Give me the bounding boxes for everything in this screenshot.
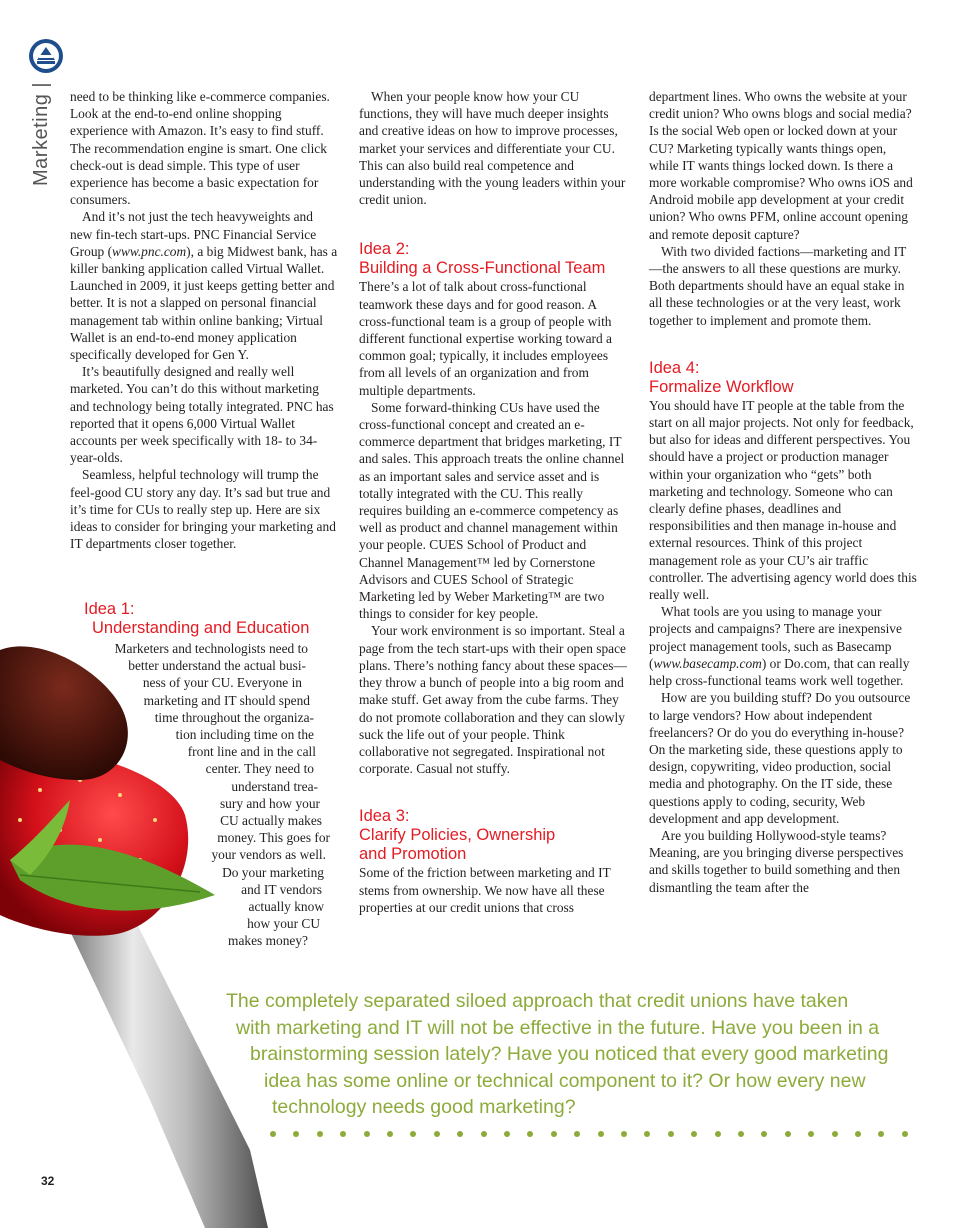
paragraph: Seamless, helpful technology will trump the feel-good CU story any day. It’s sad but true and it’s time for CUs to really step up. Here are six ideas to consider for bringing your marketing and IT departments closer together.	[70, 467, 336, 552]
divider-dot	[598, 1131, 604, 1137]
column-1	[70, 88, 338, 552]
paragraph: There’s a lot of talk about cross-functional teamwork these days and for good reason. A cross-functional team is a group of people with different functional expertise working toward a common goal; typically, it includes employees from all levels of an organization and from multiple departments.	[359, 279, 612, 398]
divider-dot	[317, 1131, 323, 1137]
idea-4-label: Idea 4:	[649, 358, 700, 377]
text-line: tion including time on the	[175, 727, 314, 743]
paragraph: Are you building Hollywood-style teams? Meaning, are you bringing diverse perspectives and skills together to build something and then dismantling the team after the	[649, 827, 904, 895]
paragraph: And it’s not just the tech heavyweights and new fin-tech start-ups. PNC Financial Service Group (www.pnc.com), a big Midwest bank, has a killer banking application called Virtual Wallet. Launched in 2009, it just keeps getting better and better. It is not a slapped on personal financial management tab within online banking; Virtual Wallet is an end-to-end money application specifically developed for Gen Y.	[70, 209, 338, 363]
divider-dot	[832, 1131, 838, 1137]
cues-logo-icon	[28, 38, 64, 74]
divider-dot	[855, 1131, 861, 1137]
idea-1-label: Idea 1:	[84, 600, 135, 618]
idea-1-title: Understanding and Education	[92, 619, 310, 637]
divider-dot	[668, 1131, 674, 1137]
idea-3-title-line-1: Clarify Policies, Ownership	[359, 826, 556, 845]
text-line: ness of your CU. Everyone in	[142, 675, 302, 691]
divider-dot	[340, 1131, 346, 1137]
text-line: your vendors as well.	[211, 847, 326, 863]
divider-dot	[527, 1131, 533, 1137]
divider-dot	[270, 1131, 276, 1137]
pull-quote	[226, 988, 916, 1121]
divider-dot	[738, 1131, 744, 1137]
divider-dot	[808, 1131, 814, 1137]
section-label: Marketing |	[30, 81, 52, 186]
text-line: time throughout the organiza-	[154, 709, 314, 725]
pull-quote-line: idea has some online or technical component to it? Or how every new	[264, 1069, 866, 1092]
paragraph: Some forward-thinking CUs have used the cross-functional concept and created an e-commerce department that bridges marketing, IT and sales. This approach treats the online channel as an important sales and service asset and is totally integrated with the CU. This really requires building an e-commerce competency as well as product and channel management within your people. CUES School of Product and Channel Management™ led by Cornerstone Advisors and CUES School of Strategic Marketing led by Weber Marketing™ are two things to consider for key people.	[359, 399, 625, 622]
divider-dot	[387, 1131, 393, 1137]
paragraph: What tools are you using to manage your projects and campaigns? There are inexpensive project management tools, such as Basecamp (www.basecamp.com) or Do.com, that can really help cross-functional teams work well together.	[649, 604, 910, 689]
pnc-link: www.pnc.com	[112, 243, 187, 259]
idea-3-label: Idea 3:	[359, 807, 410, 826]
text-line: CU actually makes	[220, 813, 322, 829]
paragraph: How are you building stuff? Do you outsource to large vendors? How about independent freelancers? Or do you do everything in-house? On the marketing side, these questions apply to design, copywriting, video production, social media and photography. On the IT side, these questions apply to coding, security, Web development and app development.	[649, 690, 911, 826]
text-line: actually know	[248, 899, 324, 915]
divider-dot	[785, 1131, 791, 1137]
basecamp-link: www.basecamp.com	[653, 655, 762, 671]
pull-quote-line: with marketing and IT will not be effective in the future. Have you been in a	[236, 1016, 880, 1039]
idea-2-title: Building a Cross-Functional Team	[359, 259, 606, 278]
paragraph: Some of the friction between marketing and IT stems from ownership. We now have all these properties at our credit unions that cross	[359, 865, 611, 915]
text-line: how your CU	[247, 916, 320, 932]
divider-dot	[551, 1131, 557, 1137]
page-number: 32	[41, 1174, 55, 1188]
paragraph: need to be thinking like e-commerce companies. Look at the end-to-end online shopping experience with Amazon. It’s easy to find stuff. The recommendation engine is smart. One click check-out is dead simple. This type of user experience has become a basic expectation for consumers.	[70, 89, 330, 208]
divider-dot	[364, 1131, 370, 1137]
divider-dot	[574, 1131, 580, 1137]
paragraph: You should have IT people at the table from the start on all major projects. Not only for feedback, but also for ideas and different perspectives. You should have a project or production manager within your organization who “gets” both marketing and technology. Someone who can clearly define phases, deadlines and responsibilities and then manage in-house and external resources. Think of this project management role as your CU’s air traffic controller. The advertising agency world does this really well.	[649, 397, 917, 603]
divider-dot	[410, 1131, 416, 1137]
paragraph: With two divided factions—marketing and IT—the answers to all these questions are murky. Both departments should have an equal stake in all these technologies or at the very least, work together to implement and promote them.	[649, 243, 907, 328]
text-line: sury and how your	[219, 795, 320, 811]
text-line: Marketers and technologists need to	[114, 641, 308, 656]
text-line: understand trea-	[231, 778, 318, 794]
paragraph: Your work environment is so important. Steal a page from the tech start-ups with their open space plans. There’s nothing fancy about these spaces—they throw a bunch of people into a big room and make stuff. Get away from the cube farms. They do not promote collaboration and they can slowly suck the life out of your people. Think collaborative not segregated. Inspirational not corporate. Casual not stuffy.	[359, 623, 627, 777]
paragraph: When your people know how your CU functions, they will have much deeper insights and creative ideas on how to improve processes, market your services and differentiate your CU. This can also build real competence and understanding with the young leaders within your credit union.	[359, 89, 626, 208]
idea-4-title: Formalize Workflow	[649, 377, 794, 396]
text-line: marketing and IT should spend	[143, 692, 310, 708]
paragraph: department lines. Who owns the website at your credit union? Who owns blogs and social media? Is the social Web open or locked down at your CU? Marketing typically wants things open, while IT wants things locked down. Is there a more workable compromise? Who owns iOS and Android mobile app development at your credit union? Who owns PFM, online account opening and remote deposit capture?	[649, 89, 913, 242]
divider-dot	[691, 1131, 697, 1137]
divider-dot	[761, 1131, 767, 1137]
divider-dot	[504, 1131, 510, 1137]
text-line: better understand the actual busi-	[128, 658, 306, 674]
idea-2-label: Idea 2:	[359, 240, 410, 259]
divider-dot	[293, 1131, 299, 1137]
column-2	[359, 88, 629, 916]
divider-dot	[715, 1131, 721, 1137]
divider-dot	[902, 1131, 908, 1137]
divider-dot	[644, 1131, 650, 1137]
text-line: and IT vendors	[241, 881, 322, 897]
text-line: front line and in the call	[187, 744, 316, 760]
idea-1-body	[80, 640, 330, 950]
column-3	[649, 88, 919, 896]
divider-dot	[481, 1131, 487, 1137]
divider-dot	[434, 1131, 440, 1137]
paragraph: It’s beautifully designed and really well marketed. You can’t do this without marketing and technology being totally integrated. PNC has reported that it opens 6,000 Virtual Wallet accounts per week specifically with 18- to 34-year-olds.	[70, 364, 334, 466]
pull-quote-line: The completely separated siloed approach that credit unions have taken	[226, 990, 849, 1012]
divider-dot	[621, 1131, 627, 1137]
divider-dot	[457, 1131, 463, 1137]
text-line: makes money?	[228, 933, 308, 949]
dotted-divider	[270, 1128, 920, 1140]
text-line: Do your marketing	[222, 864, 324, 880]
pull-quote-line: brainstorming session lately? Have you noticed that every good marketing	[250, 1043, 889, 1065]
idea-3-title-line-2: and Promotion	[359, 845, 467, 864]
text-line: center. They need to	[205, 761, 314, 777]
pull-quote-line: technology needs good marketing?	[272, 1096, 576, 1118]
text-line: money. This goes for	[217, 830, 330, 846]
idea-1-heading	[84, 600, 344, 638]
divider-dot	[878, 1131, 884, 1137]
